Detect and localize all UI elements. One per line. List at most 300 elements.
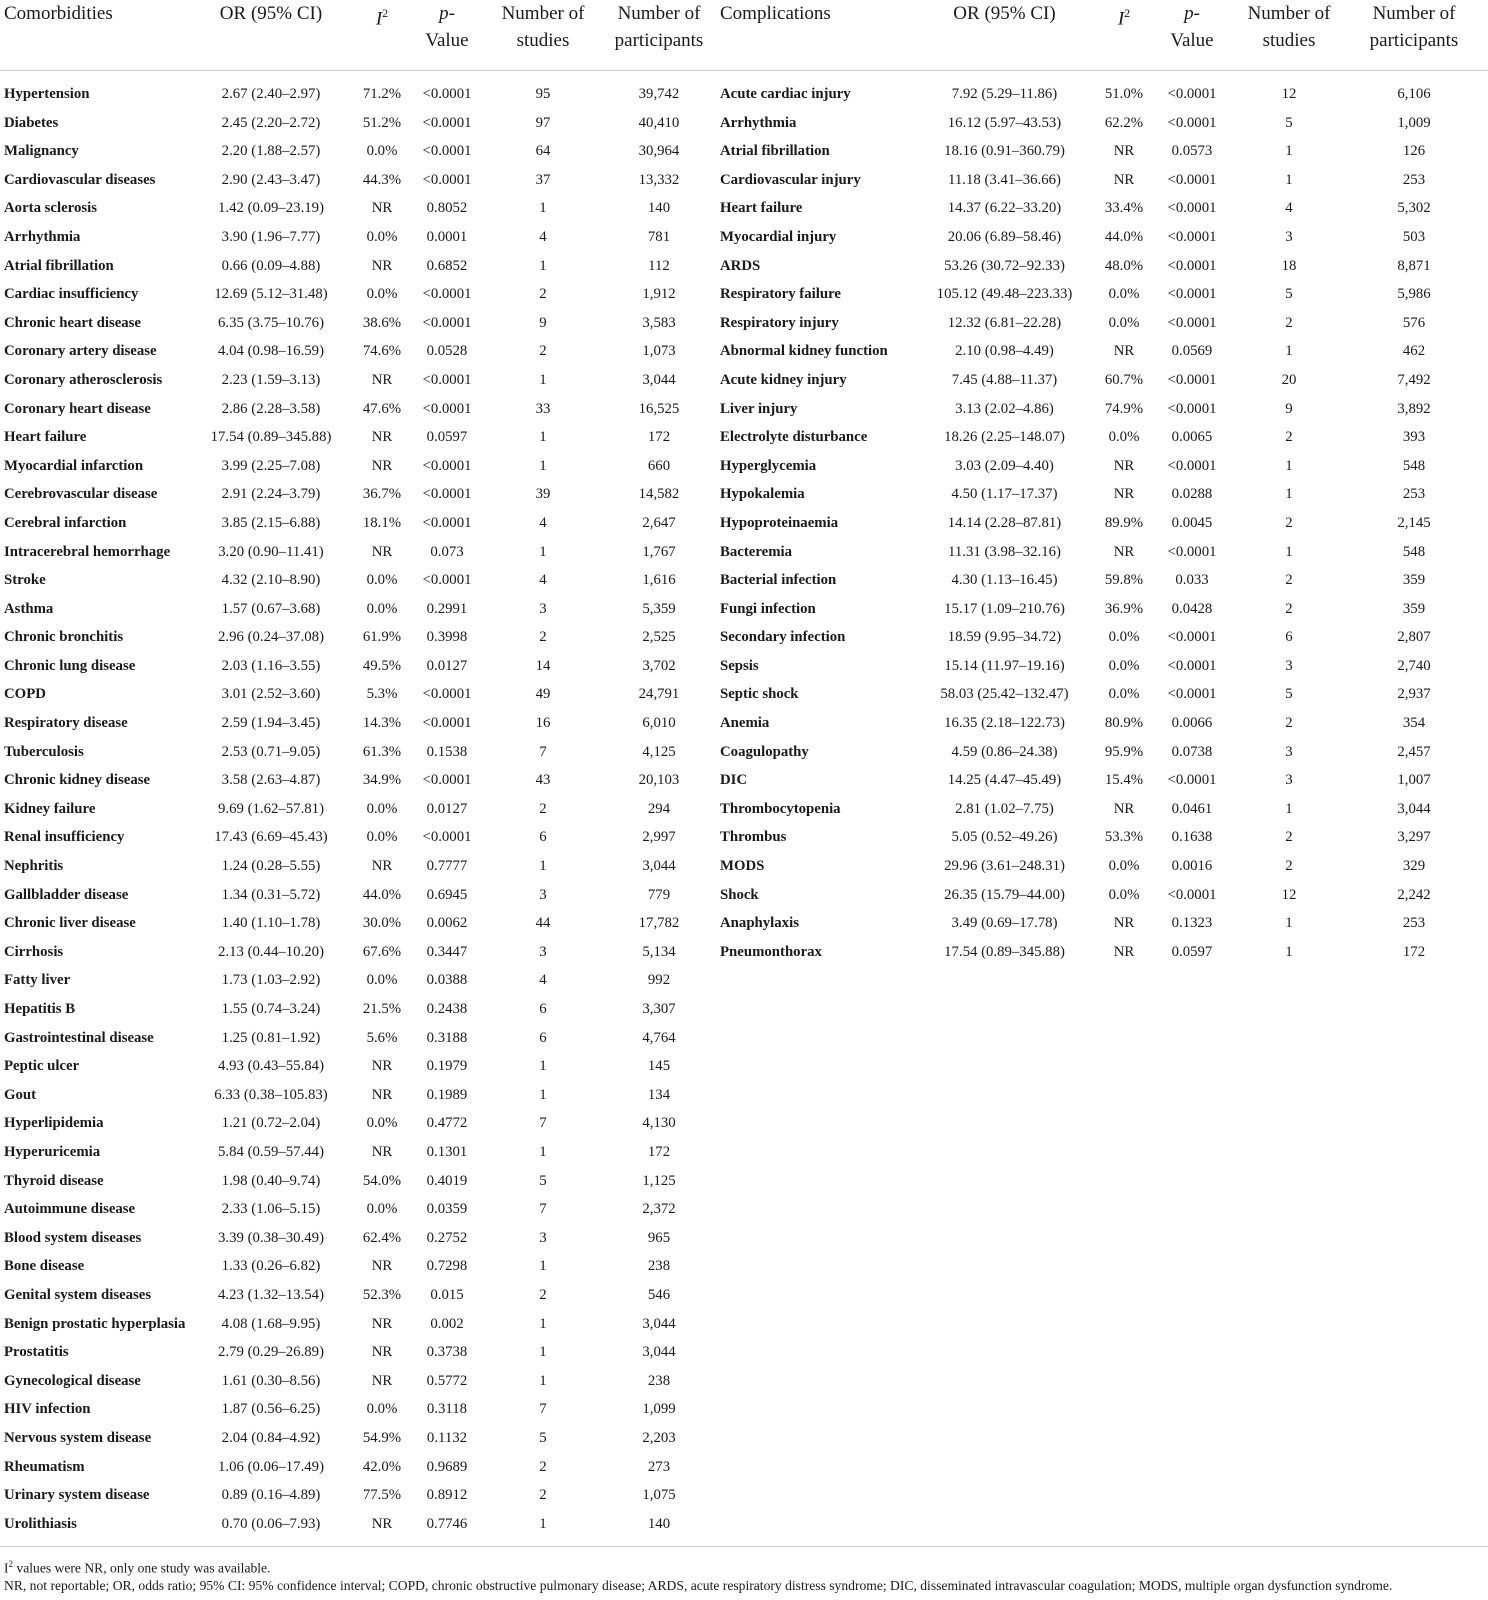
table-row [0, 652, 727, 681]
i2-value: NR [371, 1344, 393, 1361]
studies-count: 3 [539, 600, 547, 617]
p-value: 0.0016 [1171, 858, 1213, 875]
or-ci: 2.59 (1.94–3.45) [221, 715, 321, 732]
participants-count: 8,871 [1397, 257, 1431, 274]
i2-value: 67.6% [362, 943, 402, 960]
row-label: Myocardial infarction [4, 457, 144, 474]
i2-value: 0.0% [1108, 429, 1140, 446]
i2-value: 30.0% [362, 915, 402, 932]
p-value: <0.0001 [1167, 371, 1217, 388]
participants-count: 16,525 [638, 400, 680, 417]
row-label: Myocardial injury [720, 228, 837, 245]
participants-count: 2,937 [1397, 686, 1431, 703]
or-ci: 1.40 (1.10–1.78) [221, 915, 321, 932]
i2-value: NR [371, 1143, 393, 1160]
row-label: Cardiovascular diseases [4, 171, 156, 188]
i2-value: 0.0% [366, 1115, 398, 1132]
p-value: 0.0359 [426, 1201, 468, 1218]
studies-count: 1 [539, 1058, 547, 1075]
p-value: <0.0001 [1167, 314, 1217, 331]
participants-count: 2,242 [1397, 886, 1431, 903]
footnote-i2: $I^2$ values were NR, only one study was available. [4, 1559, 271, 1576]
table-row [0, 1081, 727, 1110]
p-value: 0.0127 [426, 657, 468, 674]
row-label: Secondary infection [720, 629, 846, 646]
p-value: 0.3738 [426, 1344, 468, 1361]
table-row [0, 881, 727, 910]
i2-value: 95.9% [1104, 743, 1144, 760]
studies-count: 12 [1281, 886, 1297, 903]
participants-count: 5,302 [1397, 200, 1431, 217]
row-label: Hyperuricemia [4, 1143, 101, 1160]
participants-count: 992 [647, 972, 671, 989]
row-label: Coronary artery disease [4, 343, 157, 360]
row-label: Sepsis [720, 657, 759, 674]
col-header-p-value: p- Value [425, 3, 469, 51]
studies-count: 4 [1285, 200, 1293, 217]
i2-value: 0.0% [366, 1201, 398, 1218]
p-value: <0.0001 [422, 486, 472, 503]
studies-count: 1 [539, 543, 547, 560]
row-label: Cardiovascular injury [720, 171, 861, 188]
footer-divider [0, 1546, 1488, 1547]
or-ci: 1.24 (0.28–5.55) [221, 858, 321, 875]
row-label: Rheumatism [4, 1458, 85, 1475]
p-value: 0.1323 [1171, 915, 1213, 932]
row-label: Bone disease [4, 1258, 85, 1275]
studies-count: 1 [1285, 171, 1293, 188]
participants-count: 2,807 [1397, 629, 1431, 646]
or-ci: 2.53 (0.71–9.05) [221, 743, 321, 760]
row-label: Arrhythmia [720, 114, 797, 131]
table-row [720, 623, 1488, 652]
table-row [720, 823, 1488, 852]
row-label: Chronic heart disease [4, 314, 142, 331]
table-row [0, 166, 727, 195]
or-ci: 15.17 (1.09–210.76) [944, 600, 1065, 617]
i2-value: 54.9% [362, 1429, 402, 1446]
studies-count: 2 [539, 629, 547, 646]
p-value: <0.0001 [1167, 657, 1217, 674]
i2-value: 61.9% [362, 629, 402, 646]
row-label: Chronic kidney disease [4, 772, 151, 789]
i2-value: NR [371, 1372, 393, 1389]
table-row [0, 280, 727, 309]
i2-value: 62.4% [362, 1229, 402, 1246]
or-ci: 3.01 (2.52–3.60) [221, 686, 321, 703]
p-value: 0.0597 [426, 429, 468, 446]
or-ci: 1.55 (0.74–3.24) [221, 1001, 321, 1017]
comorbidities-table [0, 80, 727, 1538]
row-label: Stroke [4, 572, 46, 589]
row-label: Atrial fibrillation [4, 257, 114, 274]
i2-value: 42.0% [362, 1458, 402, 1475]
participants-count: 172 [647, 429, 671, 446]
row-label: Gallbladder disease [4, 886, 129, 903]
i2-value: NR [371, 1315, 393, 1332]
or-ci: 1.42 (0.09–23.19) [217, 200, 325, 217]
participants-count: 359 [1402, 600, 1426, 617]
studies-count: 1 [1285, 143, 1293, 160]
or-ci: 3.99 (2.25–7.08) [221, 457, 321, 474]
participants-count: 2,740 [1397, 657, 1431, 674]
table-row [720, 566, 1488, 595]
p-value: 0.8052 [426, 200, 468, 217]
table-row [0, 80, 727, 109]
p-value: 0.4772 [426, 1115, 468, 1132]
studies-count: 5 [1285, 686, 1293, 703]
row-label: Shock [720, 886, 759, 903]
or-ci: 4.93 (0.43–55.84) [217, 1058, 325, 1075]
i2-value: 53.3% [1104, 829, 1144, 846]
participants-count: 238 [647, 1372, 671, 1389]
studies-count: 1 [539, 257, 547, 274]
row-label: Gynecological disease [4, 1372, 141, 1389]
studies-count: 3 [539, 1229, 547, 1246]
p-value: 0.1132 [426, 1429, 468, 1446]
i2-value: 74.9% [1104, 400, 1144, 417]
row-label: Genital system diseases [4, 1286, 152, 1303]
participants-count: 134 [647, 1086, 671, 1103]
studies-count: 3 [539, 943, 547, 960]
row-label: Coronary heart disease [4, 400, 151, 417]
studies-count: 2 [1285, 829, 1293, 846]
participants-count: 1,767 [642, 543, 676, 560]
table-row [0, 795, 727, 824]
participants-count: 2,457 [1397, 743, 1431, 760]
p-value: <0.0001 [1167, 228, 1217, 245]
participants-count: 393 [1402, 429, 1426, 446]
studies-count: 2 [539, 1286, 547, 1303]
p-value: <0.0001 [422, 715, 472, 732]
participants-count: 2,145 [1397, 514, 1431, 531]
p-value: <0.0001 [1167, 686, 1217, 703]
table-row [0, 995, 727, 1024]
row-label: Coagulopathy [720, 743, 809, 760]
i2-value: NR [371, 1058, 393, 1075]
studies-count: 6 [1285, 629, 1293, 646]
p-value: <0.0001 [422, 829, 472, 846]
table-row [0, 909, 727, 938]
col-header-p-value: p- Value [1170, 3, 1214, 51]
or-ci: 17.54 (0.89–345.88) [944, 943, 1065, 960]
row-label: Anaphylaxis [720, 915, 799, 932]
studies-count: 6 [539, 1001, 547, 1017]
table-row [0, 738, 727, 767]
studies-count: 2 [539, 343, 547, 360]
p-value: 0.9689 [426, 1458, 468, 1475]
table-row [0, 452, 727, 481]
or-ci: 12.69 (5.12–31.48) [214, 286, 328, 303]
table-row [720, 280, 1488, 309]
table-row [0, 1024, 727, 1053]
table-row [720, 881, 1488, 910]
p-value: <0.0001 [422, 371, 472, 388]
studies-count: 7 [539, 1115, 547, 1132]
p-value: 0.1538 [426, 743, 468, 760]
i2-value: 34.9% [362, 772, 402, 789]
table-row [0, 1224, 727, 1253]
studies-count: 3 [1285, 772, 1293, 789]
row-label: Abnormal kidney function [720, 343, 888, 360]
row-label: Intracerebral hemorrhage [4, 543, 171, 560]
studies-count: 7 [539, 1401, 547, 1418]
p-value: <0.0001 [422, 314, 472, 331]
row-label: Hepatitis B [4, 1001, 76, 1017]
or-ci: 7.45 (4.88–11.37) [951, 371, 1058, 388]
studies-count: 2 [1285, 429, 1293, 446]
studies-count: 39 [535, 486, 551, 503]
table-row [720, 509, 1488, 538]
table-row [0, 1167, 727, 1196]
or-ci: 2.20 (1.88–2.57) [221, 143, 321, 160]
studies-count: 12 [1281, 86, 1297, 102]
p-value: <0.0001 [422, 286, 472, 303]
p-value: 0.8912 [426, 1487, 468, 1504]
row-label: Heart failure [4, 429, 87, 446]
i2-value: NR [371, 1258, 393, 1275]
or-ci: 6.33 (0.38–105.83) [214, 1086, 328, 1103]
participants-count: 6,010 [642, 715, 676, 732]
row-label: Acute kidney injury [720, 371, 847, 388]
i2-value: 33.4% [1104, 200, 1144, 217]
participants-count: 172 [1402, 943, 1426, 960]
table-row [720, 680, 1488, 709]
p-value: <0.0001 [1167, 86, 1217, 102]
row-label: Thrombus [720, 829, 787, 846]
or-ci: 1.73 (1.03–2.92) [221, 972, 321, 989]
table-row [0, 1481, 727, 1510]
table-row [720, 223, 1488, 252]
or-ci: 2.13 (0.44–10.20) [217, 943, 325, 960]
p-value: 0.1301 [426, 1143, 468, 1160]
participants-count: 2,372 [642, 1201, 676, 1218]
studies-count: 2 [539, 800, 547, 817]
studies-count: 1 [1285, 486, 1293, 503]
studies-count: 97 [535, 114, 551, 131]
p-value: 0.0045 [1171, 514, 1213, 531]
studies-count: 33 [535, 400, 551, 417]
or-ci: 5.05 (0.52–49.26) [951, 829, 1058, 846]
p-value: 0.7777 [426, 858, 468, 875]
table-row [0, 1453, 727, 1482]
or-ci: 3.85 (2.15–6.88) [221, 514, 321, 531]
i2-value: 0.0% [1108, 629, 1140, 646]
row-label: Nephritis [4, 858, 64, 875]
or-ci: 3.39 (0.38–30.49) [217, 1229, 325, 1246]
p-value: 0.2438 [426, 1001, 468, 1017]
row-label: Urinary system disease [4, 1487, 150, 1504]
i2-value: 0.0% [1108, 886, 1140, 903]
participants-count: 4,125 [642, 743, 676, 760]
i2-value: 62.2% [1104, 114, 1144, 131]
row-label: Gout [4, 1086, 37, 1103]
or-ci: 18.26 (2.25–148.07) [944, 429, 1065, 446]
participants-count: 1,007 [1397, 772, 1431, 789]
or-ci: 2.04 (0.84–4.92) [221, 1429, 321, 1446]
participants-count: 781 [647, 228, 671, 245]
participants-count: 20,103 [638, 772, 680, 789]
table-row [0, 1338, 727, 1367]
row-label: Acute cardiac injury [720, 86, 851, 102]
p-value: <0.0001 [422, 686, 472, 703]
i2-value: 0.0% [1108, 286, 1140, 303]
p-value: <0.0001 [1167, 457, 1217, 474]
or-ci: 14.37 (6.22–33.20) [947, 200, 1062, 217]
i2-value: 80.9% [1104, 715, 1144, 732]
i2-value: NR [1113, 943, 1135, 960]
studies-count: 43 [535, 772, 551, 789]
i2-value: 51.2% [362, 114, 402, 131]
p-value: 0.0738 [1171, 743, 1213, 760]
col-header-i2: $I^2$ [1117, 6, 1131, 30]
i2-value: 14.3% [362, 715, 402, 732]
i2-value: 21.5% [362, 1001, 402, 1017]
studies-count: 1 [539, 1515, 547, 1532]
studies-count: 1 [539, 858, 547, 875]
col-header-studies: Number of studies [1247, 3, 1331, 51]
or-ci: 2.03 (1.16–3.55) [221, 657, 321, 674]
p-value: <0.0001 [1167, 543, 1217, 560]
i2-value: NR [1113, 915, 1135, 932]
studies-count: 4 [539, 228, 547, 245]
p-value: <0.0001 [422, 572, 472, 589]
studies-count: 44 [535, 915, 551, 932]
participants-count: 1,912 [642, 286, 676, 303]
row-label: Cardiac insufficiency [4, 286, 139, 303]
row-label: Diabetes [4, 114, 59, 131]
complications-table [720, 80, 1488, 966]
p-value: 0.073 [430, 543, 464, 560]
i2-value: 61.3% [362, 743, 402, 760]
p-value: 0.3998 [426, 629, 468, 646]
row-label: Urolithiasis [4, 1515, 77, 1532]
table-row [0, 194, 727, 223]
table-row [720, 337, 1488, 366]
studies-count: 5 [1285, 114, 1293, 131]
p-value: 0.0461 [1171, 800, 1213, 817]
participants-count: 172 [647, 1143, 671, 1160]
table-row [0, 595, 727, 624]
or-ci: 4.59 (0.86–24.38) [951, 743, 1058, 760]
p-value: <0.0001 [422, 772, 472, 789]
row-label: Chronic bronchitis [4, 629, 124, 646]
p-value: <0.0001 [422, 514, 472, 531]
i2-value: 36.7% [362, 486, 402, 503]
or-ci: 105.12 (49.48–223.33) [936, 286, 1073, 303]
row-label: ARDS [720, 257, 761, 274]
participants-count: 40,410 [638, 114, 680, 131]
or-ci: 2.79 (0.29–26.89) [217, 1344, 325, 1361]
i2-value: 0.0% [1108, 858, 1140, 875]
participants-count: 546 [647, 1286, 671, 1303]
i2-value: 44.3% [362, 171, 402, 188]
studies-count: 7 [539, 1201, 547, 1218]
participants-count: 576 [1402, 314, 1426, 331]
p-value: <0.0001 [422, 457, 472, 474]
studies-count: 5 [1285, 286, 1293, 303]
table-row [720, 909, 1488, 938]
studies-count: 1 [539, 371, 547, 388]
or-ci: 2.86 (2.28–3.58) [221, 400, 321, 417]
row-label: Aorta sclerosis [4, 200, 98, 217]
studies-count: 1 [539, 457, 547, 474]
or-ci: 4.23 (1.32–13.54) [217, 1286, 325, 1303]
p-value: 0.5772 [426, 1372, 468, 1389]
studies-count: 1 [539, 429, 547, 446]
table-row [720, 109, 1488, 138]
or-ci: 12.32 (6.81–22.28) [947, 314, 1062, 331]
or-ci: 2.91 (2.24–3.79) [221, 486, 321, 503]
p-value: 0.7746 [426, 1515, 468, 1532]
row-label: Pneumonthorax [720, 943, 822, 960]
participants-count: 294 [647, 800, 671, 817]
table-row [720, 194, 1488, 223]
participants-count: 5,986 [1397, 286, 1431, 303]
studies-count: 7 [539, 743, 547, 760]
p-value: 0.3447 [426, 943, 468, 960]
i2-value: 0.0% [366, 572, 398, 589]
p-value: <0.0001 [422, 143, 472, 160]
participants-count: 6,106 [1397, 86, 1431, 102]
table-row [0, 938, 727, 967]
p-value: 0.0597 [1171, 943, 1213, 960]
studies-count: 64 [535, 143, 551, 160]
p-value: 0.0569 [1171, 343, 1213, 360]
i2-value: NR [371, 371, 393, 388]
or-ci: 4.30 (1.13–16.45) [951, 572, 1058, 589]
table-row [720, 80, 1488, 109]
col-header-or: OR (95% CI) [953, 3, 1056, 24]
participants-count: 3,044 [642, 858, 676, 875]
table-row [720, 709, 1488, 738]
studies-count: 4 [539, 972, 547, 989]
table-row [720, 795, 1488, 824]
participants-count: 462 [1402, 343, 1426, 360]
row-label: Hypokalemia [720, 486, 805, 503]
participants-count: 329 [1402, 858, 1426, 875]
i2-value: NR [371, 1515, 393, 1532]
studies-count: 3 [1285, 743, 1293, 760]
i2-value: 18.1% [362, 514, 402, 531]
row-label: Gastrointestinal disease [4, 1029, 154, 1046]
p-value: 0.1979 [426, 1058, 468, 1075]
studies-count: 2 [539, 1487, 547, 1504]
participants-count: 3,307 [642, 1001, 676, 1017]
studies-count: 1 [539, 1086, 547, 1103]
i2-value: NR [371, 200, 393, 217]
studies-count: 16 [535, 715, 551, 732]
i2-value: NR [1113, 457, 1135, 474]
row-label: Atrial fibrillation [720, 143, 830, 160]
or-ci: 15.14 (11.97–19.16) [944, 657, 1065, 674]
or-ci: 0.66 (0.09–4.88) [221, 257, 321, 274]
i2-value: 89.9% [1104, 514, 1144, 531]
p-value: 0.0001 [426, 228, 468, 245]
or-ci: 4.50 (1.17–17.37) [951, 486, 1058, 503]
table-row [0, 309, 727, 338]
or-ci: 1.33 (0.26–6.82) [221, 1258, 321, 1275]
p-value: 0.2752 [426, 1229, 468, 1246]
or-ci: 18.59 (9.95–34.72) [947, 629, 1062, 646]
comorbidities-header [0, 0, 727, 71]
table-row [720, 595, 1488, 624]
p-value: 0.0528 [426, 343, 468, 360]
table-row [720, 309, 1488, 338]
col-header-participants: Number of participants [1369, 3, 1459, 51]
table-row [0, 1395, 727, 1424]
row-label: Asthma [4, 600, 54, 617]
